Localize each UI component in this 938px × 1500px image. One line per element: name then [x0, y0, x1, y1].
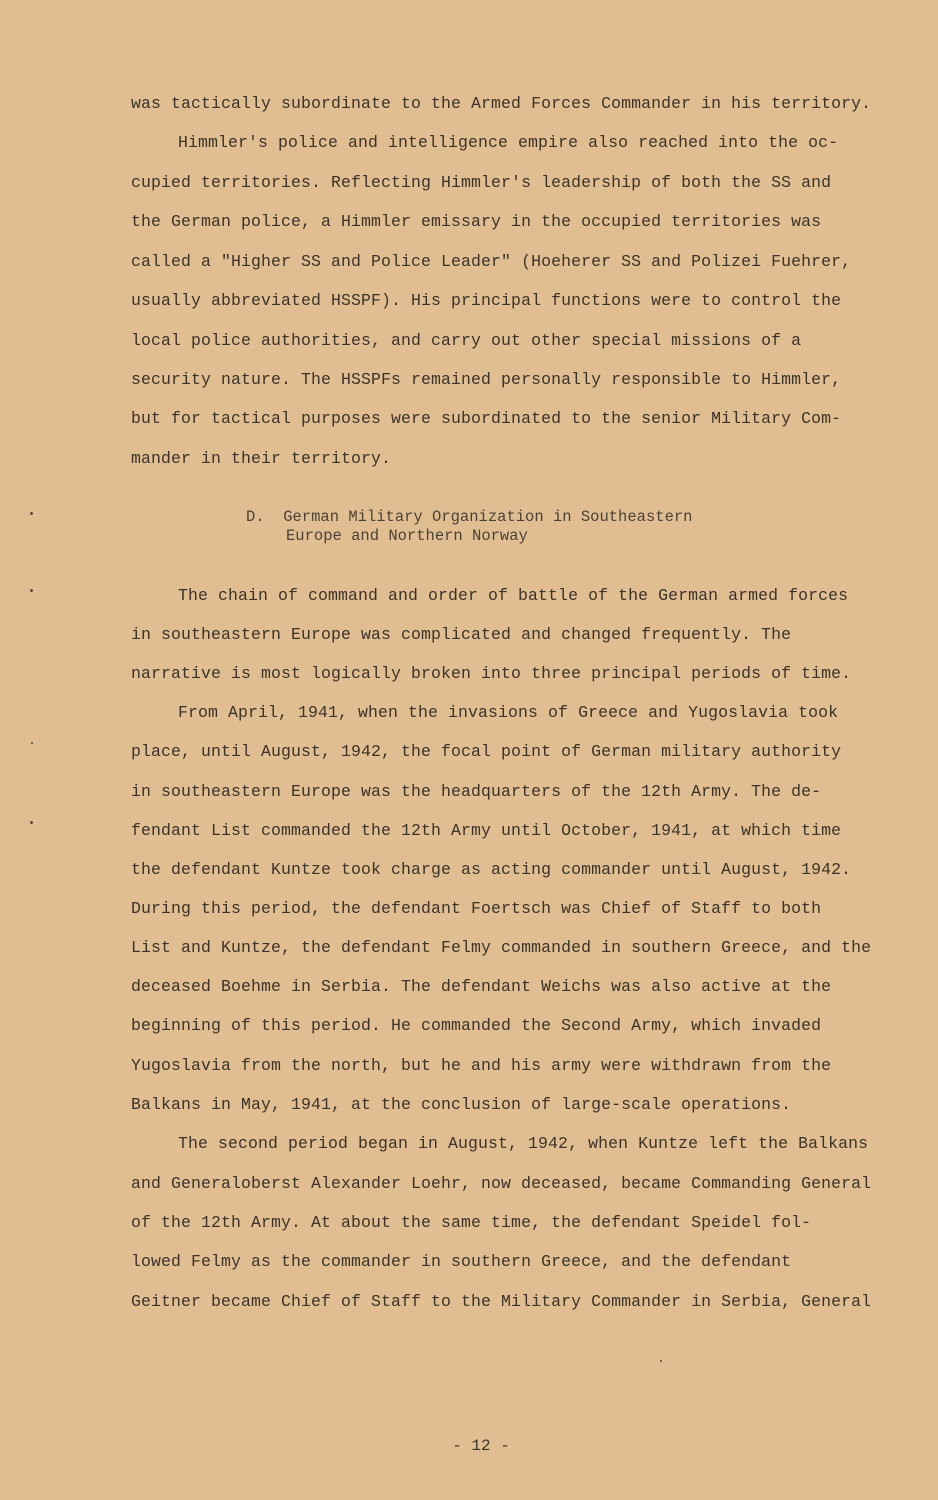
text-line-3: cupied territories. Reflecting Himmler's leadership of both the SS and — [131, 173, 832, 192]
text-line-b3: narrative is most logically broken into three principal periods of time. — [131, 664, 852, 683]
text-line-6: usually abbreviated HSSPF). His principal functions were to control the — [131, 291, 842, 310]
text-line-10: mander in their territory. — [131, 449, 392, 468]
text-line-b14: Balkans in May, 1941, at the conclusion of large-scale operations. — [131, 1095, 792, 1114]
text-line-b5: place, until August, 1942, the focal point of German military authority — [131, 742, 842, 761]
page-number: - 12 - — [452, 1437, 510, 1455]
text-line-4: the German police, a Himmler emissary in the occupied territories was — [131, 212, 822, 231]
text-line-b9: During this period, the defendant Foertsch was Chief of Staff to both — [131, 899, 822, 918]
text-line-b2: in southeastern Europe was complicated and changed frequently. The — [131, 625, 792, 644]
paper-speck — [660, 1360, 662, 1362]
text-line-1: was tactically subordinate to the Armed Forces Commander in his territory. — [131, 94, 872, 113]
text-line-9: but for tactical purposes were subordinated to the senior Military Com- — [131, 409, 842, 428]
text-line-b8: the defendant Kuntze took charge as acting commander until August, 1942. — [131, 860, 852, 879]
text-line-b13: Yugoslavia from the north, but he and his army were withdrawn from the — [131, 1056, 832, 1075]
text-line-b11: deceased Boehme in Serbia. The defendant Weichs was also active at the — [131, 977, 832, 996]
text-line-b15: The second period began in August, 1942, when Kuntze left the Balkans — [178, 1134, 869, 1153]
section-heading-line-1: D. German Military Organization in Southeastern — [246, 508, 693, 526]
text-line-b16: and Generaloberst Alexander Loehr, now deceased, became Commanding General — [131, 1174, 872, 1193]
text-line-b17: of the 12th Army. At about the same time, the defendant Speidel fol- — [131, 1213, 812, 1232]
text-line-8: security nature. The HSSPFs remained personally responsible to Himmler, — [131, 370, 842, 389]
paper-speck — [30, 512, 33, 515]
text-line-b6: in southeastern Europe was the headquarters of the 12th Army. The de- — [131, 782, 822, 801]
text-line-b1: The chain of command and order of battle of the German armed forces — [178, 586, 849, 605]
section-heading-line-2: Europe and Northern Norway — [286, 527, 528, 545]
text-line-b12: beginning of this period. He commanded the Second Army, which invaded — [131, 1016, 822, 1035]
paper-speck — [30, 821, 33, 824]
text-line-b10: List and Kuntze, the defendant Felmy commanded in southern Greece, and the — [131, 938, 872, 957]
text-line-7: local police authorities, and carry out other special missions of a — [131, 331, 802, 350]
text-line-b4: From April, 1941, when the invasions of Greece and Yugoslavia took — [178, 703, 839, 722]
text-line-2: Himmler's police and intelligence empire also reached into the oc- — [178, 133, 839, 152]
text-line-5: called a "Higher SS and Police Leader" (Hoeherer SS and Polizei Fuehrer, — [131, 252, 852, 271]
paper-speck — [30, 589, 33, 592]
text-line-b7: fendant List commanded the 12th Army until October, 1941, at which time — [131, 821, 842, 840]
paper-speck — [31, 742, 33, 744]
text-line-b19: Geitner became Chief of Staff to the Military Commander in Serbia, General — [131, 1292, 872, 1311]
text-line-b18: lowed Felmy as the commander in southern Greece, and the defendant — [131, 1252, 792, 1271]
